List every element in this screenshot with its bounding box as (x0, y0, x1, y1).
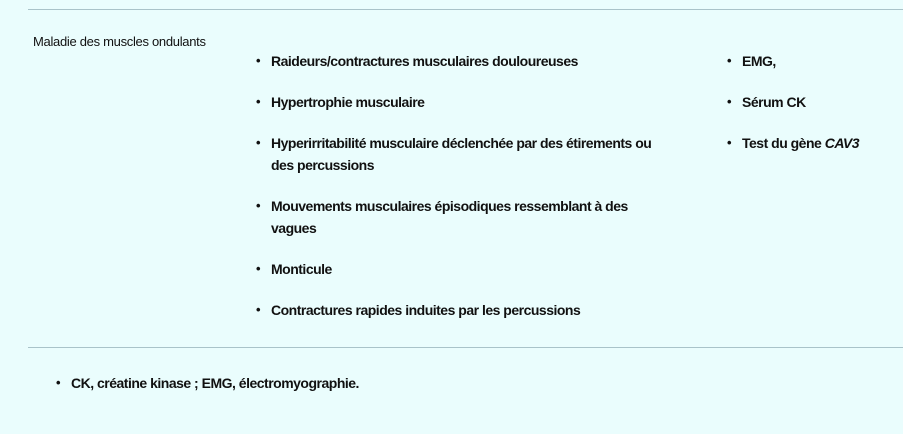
gene-name: CAV3 (824, 135, 860, 151)
list-item: • Hypertrophie musculaire (256, 91, 666, 113)
test-serum-ck: • Sérum CK (727, 91, 897, 113)
bullet-icon: • (727, 94, 732, 109)
table-top-rule (28, 9, 903, 10)
bullet-icon: • (256, 261, 261, 276)
clinical-findings-list (256, 50, 666, 340)
test-gene: • Test du gène CAV3 (727, 132, 897, 154)
list-item: • Monticule (256, 258, 666, 280)
bullet-icon: • (256, 302, 261, 317)
bullet-icon: • (56, 375, 61, 390)
bullet-icon: • (256, 198, 261, 213)
list-item: • Mouvements musculaires épisodiques ressemblant à des vagues (256, 195, 666, 239)
bullet-icon: • (727, 135, 732, 150)
bullet-icon: • (256, 53, 261, 68)
footnote-list (56, 372, 876, 394)
condition-name: Maladie des muscles ondulants (33, 34, 206, 49)
table-bottom-rule (28, 347, 903, 348)
list-item: • Contractures rapides induites par les percussions (256, 299, 666, 321)
diagnostic-tests-list (727, 50, 897, 173)
bullet-icon: • (727, 53, 732, 68)
footnote-item: • CK, créatine kinase ; EMG, électromyographie. (56, 372, 876, 394)
test-emg: • EMG, (727, 50, 897, 72)
bullet-icon: • (256, 94, 261, 109)
list-item: • Raideurs/contractures musculaires douloureuses (256, 50, 666, 72)
list-item: • Hyperirritabilité musculaire déclenchée par des étirements ou des percussions (256, 132, 666, 176)
bullet-icon: • (256, 135, 261, 150)
